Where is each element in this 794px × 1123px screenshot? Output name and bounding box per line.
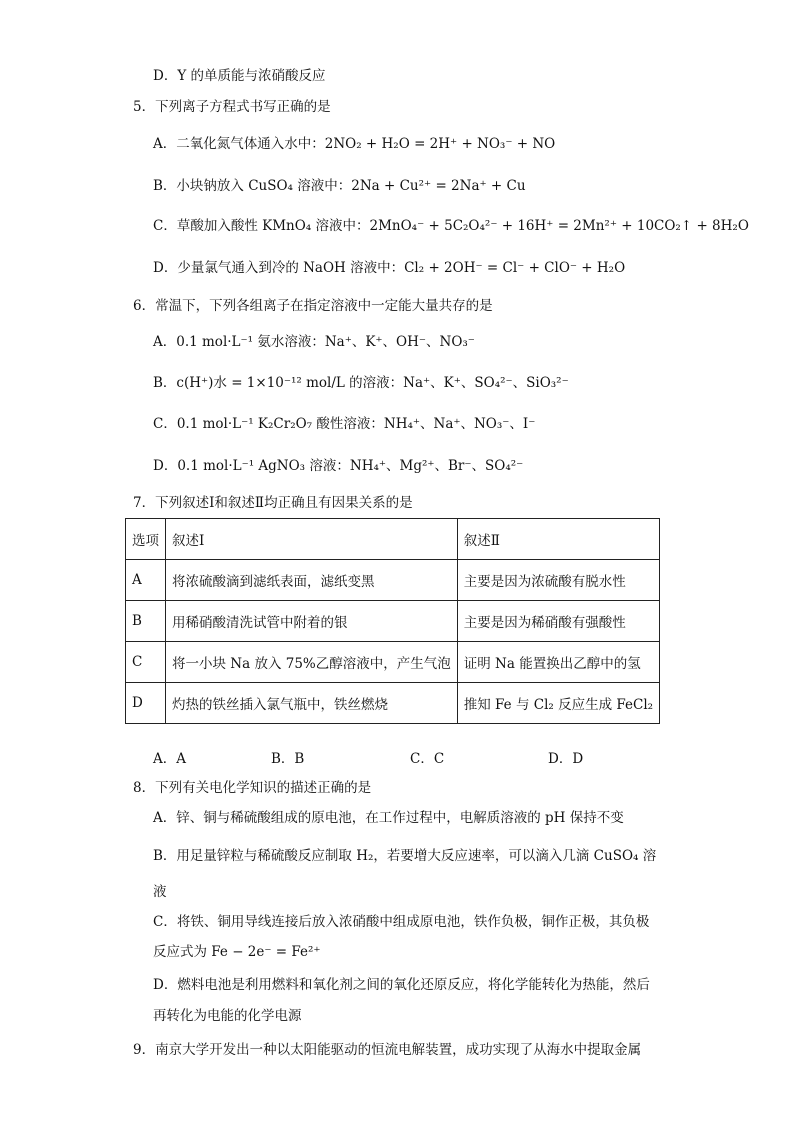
table-cell: 将浓硫酸滴到滤纸表面，滤纸变黑 — [166, 560, 458, 601]
q8-option-d-line1: D．燃料电池是利用燃料和氧化剂之间的氧化还原反应，将化学能转化为热能，然后 — [153, 977, 650, 993]
table-header-cell: 叙述Ⅰ — [166, 519, 458, 560]
table-header-cell: 叙述Ⅱ — [457, 519, 659, 560]
q5-option-c: C．草酸加入酸性 KMnO₄ 溶液中：2MnO₄⁻ + 5C₂O₄²⁻ + 16H⁺ = 2Mn²⁺ + 10CO₂↑ + 8H₂O — [153, 218, 749, 234]
q8-option-c-line2: 反应式为 Fe − 2e⁻ = Fe²⁺ — [153, 944, 321, 960]
q8-option-b-line1: B．用足量锌粒与稀硫酸反应制取 H₂，若要增大反应速率，可以滴入几滴 CuSO₄ 溶 — [153, 848, 657, 864]
table-header-row — [126, 519, 660, 560]
q5-option-b: B．小块钠放入 CuSO₄ 溶液中：2Na + Cu²⁺ = 2Na⁺ + Cu — [153, 178, 526, 194]
q7-choice-c: C．C — [410, 751, 445, 767]
table-cell: D — [126, 683, 166, 724]
table-cell: C — [126, 642, 166, 683]
q8-option-c-line1: C．将铁、铜用导线连接后放入浓硝酸中组成原电池，铁作负极，铜作正极，其负极 — [153, 914, 650, 930]
q8-option-d-line2: 再转化为电能的化学电源 — [153, 1008, 302, 1024]
q6-option-d: D．0.1 mol·L⁻¹ AgNO₃ 溶液：NH₄⁺、Mg²⁺、Br⁻、SO₄²⁻ — [153, 458, 524, 474]
table-cell: 主要是因为稀硝酸有强酸性 — [457, 601, 659, 642]
table-cell: 证明 Na 能置换出乙醇中的氢 — [457, 642, 659, 683]
table-cell: B — [126, 601, 166, 642]
table-cell: A — [126, 560, 166, 601]
q5-option-d: D．少量氯气通入到冷的 NaOH 溶液中：Cl₂ + 2OH⁻ = Cl⁻ + ClO⁻ + H₂O — [153, 260, 626, 276]
q8-option-b-line2: 液 — [153, 884, 167, 900]
q8-stem: 8．下列有关电化学知识的描述正确的是 — [133, 780, 372, 796]
q7-choice-d: D．D — [548, 751, 584, 767]
q4-option-d: D．Y 的单质能与浓硝酸反应 — [153, 68, 326, 84]
q5-stem: 5．下列离子方程式书写正确的是 — [133, 99, 331, 115]
table-header-cell: 选项 — [126, 519, 166, 560]
q7-stem: 7．下列叙述Ⅰ和叙述Ⅱ均正确且有因果关系的是 — [133, 495, 413, 511]
table-cell: 推知 Fe 与 Cl₂ 反应生成 FeCl₂ — [457, 683, 659, 724]
q6-option-b: B．c(H⁺)水 = 1×10⁻¹² mol/L 的溶液：Na⁺、K⁺、SO₄²⁻、SiO₃²⁻ — [153, 375, 569, 391]
q7-choice-a: A．A — [153, 751, 186, 767]
q6-option-c: C．0.1 mol·L⁻¹ K₂Cr₂O₇ 酸性溶液：NH₄⁺、Na⁺、NO₃⁻、I⁻ — [153, 416, 536, 432]
q6-stem: 6．常温下，下列各组离子在指定溶液中一定能大量共存的是 — [133, 298, 493, 314]
q7-table — [125, 518, 660, 724]
q5-option-a: A．二氧化氮气体通入水中：2NO₂ + H₂O = 2H⁺ + NO₃⁻ + NO — [153, 136, 556, 152]
q8-option-a: A．锌、铜与稀硫酸组成的原电池，在工作过程中，电解质溶液的 pH 保持不变 — [153, 810, 624, 826]
table-cell: 将一小块 Na 放入 75%乙醇溶液中，产生气泡 — [166, 642, 458, 683]
q9-stem: 9．南京大学开发出一种以太阳能驱动的恒流电解装置，成功实现了从海水中提取金属 — [133, 1042, 642, 1058]
table-row — [126, 560, 660, 601]
table-row — [126, 642, 660, 683]
q7-choice-b: B．B — [271, 751, 305, 767]
table-cell: 用稀硝酸清洗试管中附着的银 — [166, 601, 458, 642]
table-row — [126, 683, 660, 724]
table-cell: 灼热的铁丝插入氯气瓶中，铁丝燃烧 — [166, 683, 458, 724]
q6-option-a: A．0.1 mol·L⁻¹ 氨水溶液：Na⁺、K⁺、OH⁻、NO₃⁻ — [153, 334, 475, 350]
table-row — [126, 601, 660, 642]
table-cell: 主要是因为浓硫酸有脱水性 — [457, 560, 659, 601]
